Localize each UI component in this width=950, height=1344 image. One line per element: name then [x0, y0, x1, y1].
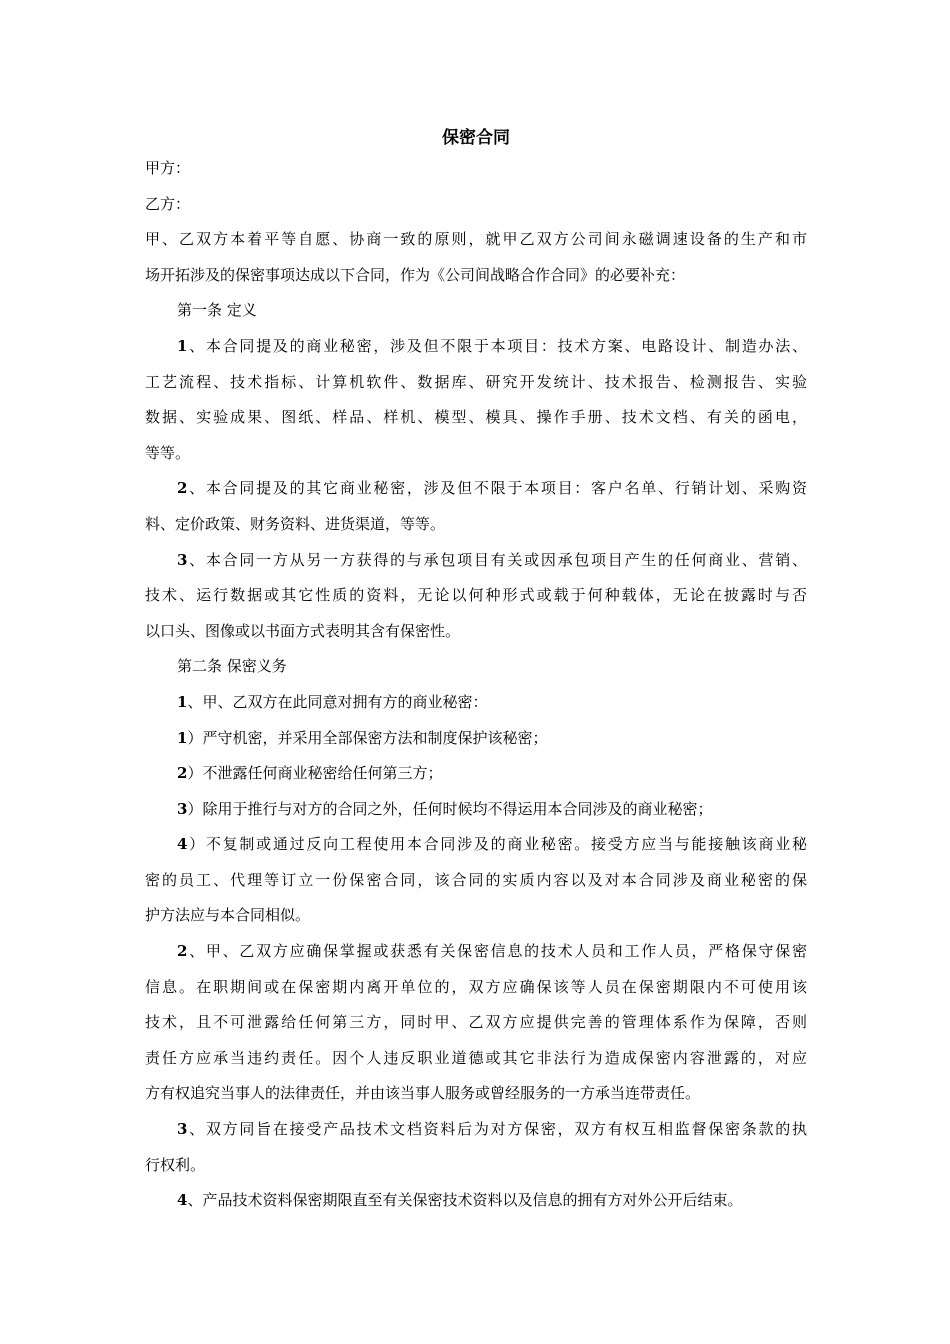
- clause-number: 3: [177, 799, 188, 818]
- text-line: 、甲、乙双方在此同意对拥有方的商业秘密：: [187, 692, 488, 711]
- clause-number: 4: [177, 835, 188, 854]
- text-line: 等等。: [145, 443, 191, 462]
- article2-clause-2: [145, 934, 807, 1112]
- text-line: ）除用于推行与对方的合同之外，任何时候均不得运用本合同涉及的商业秘密；: [187, 799, 713, 818]
- text-line: 料、定价政策、财务资料、进货渠道，等等。: [145, 514, 446, 533]
- party-b-label: 乙方：: [145, 194, 191, 213]
- text-line: 技术、运行数据或其它性质的资料，无论以何种形式或载于何种载体，无论在披露时与否: [145, 586, 807, 605]
- text-line: 方有权追究当事人的法律责任，并由该当事人服务或曾经服务的一方承当连带责任。: [145, 1084, 701, 1103]
- text-line: 护方法应与本合同相似。: [145, 906, 311, 925]
- text-line: 、本合同提及的商业秘密，涉及但不限于本项目：技术方案、电路设计、制造办法、: [187, 336, 807, 355]
- text-line: 、产品技术资料保密期限直至有关保密技术资料以及信息的拥有方对外公开后结束。: [187, 1191, 743, 1210]
- text-line: 信息。在职期间或在保密期内离开单位的，双方应确保该等人员在保密期限内不可使用该: [145, 977, 807, 996]
- text-line: 甲、乙双方本着平等自愿、协商一致的原则，就甲乙双方公司间永磁调速设备的生产和市: [145, 230, 807, 249]
- article1-clause-3: [145, 543, 807, 650]
- clause-number: 4: [177, 1191, 188, 1210]
- article2-clause-4: [145, 1183, 807, 1219]
- clause-number: 2: [177, 942, 188, 961]
- document-title: 保密合同: [442, 128, 510, 148]
- document-page: [145, 125, 807, 1219]
- article2-subclause-2: [145, 756, 807, 792]
- article2-clause-3: [145, 1112, 807, 1183]
- article2-clause-1: [145, 685, 807, 721]
- article2-subclause-1: [145, 721, 807, 757]
- clause-number: 1: [177, 728, 188, 747]
- article1-clause-2: [145, 471, 807, 542]
- text-line: 、本合同提及的其它商业秘密，涉及但不限于本项目：客户名单、行销计划、采购资: [187, 479, 807, 498]
- text-line: 责任方应承当违约责任。因个人违反职业道德或其它非法行为造成保密内容泄露的，对应: [145, 1048, 807, 1067]
- preamble-paragraph: [145, 222, 807, 293]
- clause-number: 3: [177, 1120, 188, 1139]
- clause-number: 1: [177, 692, 188, 711]
- text-line: 场开拓涉及的保密事项达成以下合同，作为《公司间战略合作合同》的必要补充：: [145, 265, 686, 284]
- clause-number: 1: [177, 336, 188, 355]
- article2-heading: 第二条 保密义务: [177, 657, 287, 676]
- article2-subclause-4: [145, 827, 807, 934]
- clause-number: 2: [177, 764, 188, 783]
- article2-subclause-3: [145, 792, 807, 828]
- text-line: 密的员工、代理等订立一份保密合同，该合同的实质内容以及对本合同涉及商业秘密的保: [145, 870, 807, 889]
- clause-number: 3: [177, 550, 188, 569]
- text-line: ）不泄露任何商业秘密给任何第三方；: [187, 764, 443, 783]
- text-line: ）不复制或通过反向工程使用本合同涉及的商业秘密。接受方应当与能接触该商业秘: [187, 835, 807, 854]
- text-line: 、本合同一方从另一方获得的与承包项目有关或因承包项目产生的任何商业、营销、: [187, 550, 807, 569]
- party-a-label: 甲方：: [145, 159, 191, 177]
- clause-number: 2: [177, 479, 188, 498]
- text-line: 技术，且不可泄露给任何第三方，同时甲、乙双方应提供完善的管理体系作为保障，否则: [145, 1013, 807, 1032]
- article1-heading: 第一条 定义: [177, 301, 257, 320]
- text-line: 、双方同旨在接受产品技术文档资料后为对方保密，双方有权互相监督保密条款的执: [187, 1120, 807, 1139]
- text-line: 、甲、乙双方应确保掌握或获悉有关保密信息的技术人员和工作人员，严格保守保密: [187, 942, 807, 961]
- text-line: 工艺流程、技术指标、计算机软件、数据库、研究开发统计、技术报告、检测报告、实验: [145, 372, 807, 391]
- article1-clause-1: [145, 329, 807, 471]
- text-line: 以口头、图像或以书面方式表明其含有保密性。: [145, 621, 461, 640]
- text-line: 数据、实验成果、图纸、样品、样机、模型、模具、操作手册、技术文档、有关的函电，: [145, 408, 807, 427]
- text-line: 行权利。: [145, 1155, 206, 1174]
- text-line: ）严守机密，并采用全部保密方法和制度保护该秘密；: [187, 728, 548, 747]
